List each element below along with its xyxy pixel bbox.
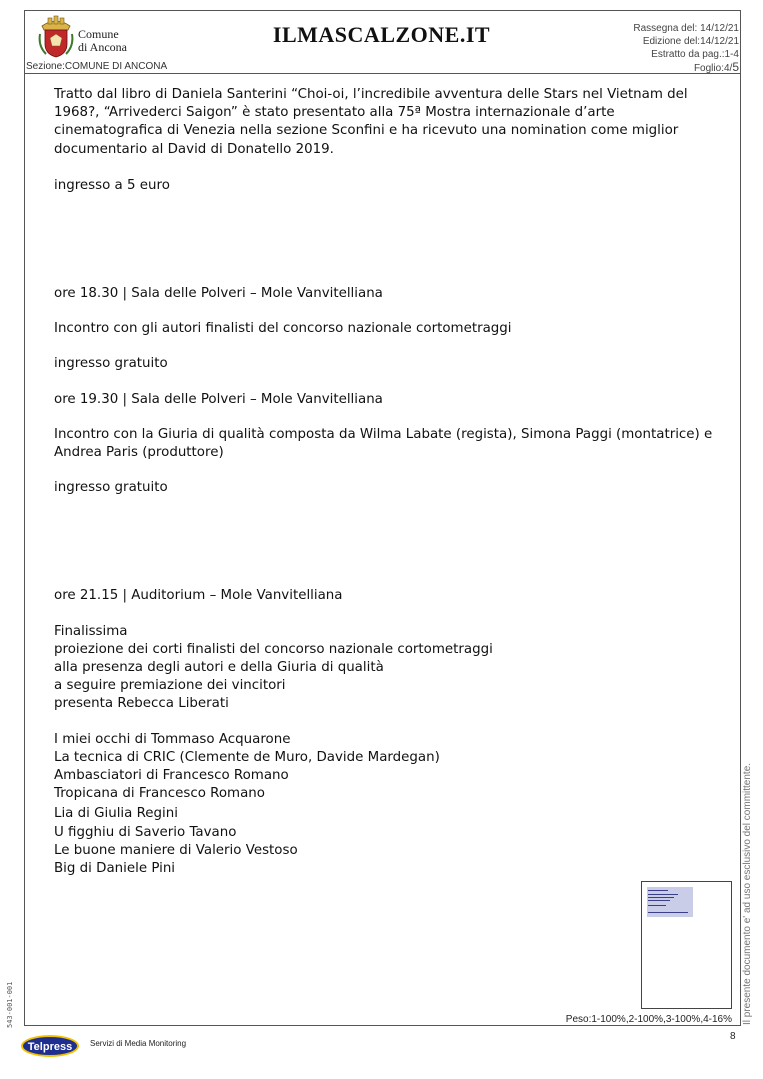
event2-description: Incontro con la Giuria di qualità composta da Wilma Labate (regista), Simona Paggi (montatrice) e Andrea Paris (produttore) (54, 426, 713, 461)
section-label: Sezione:COMUNE DI ANCONA (26, 61, 168, 72)
film-item: Le buone maniere di Valerio Vestoso (54, 842, 298, 858)
telpress-logo-text: Telpress (27, 1041, 73, 1053)
film-item: Ambasciatori di Francesco Romano (54, 768, 289, 784)
rassegna-date: Rassegna del: 14/12/21 (633, 23, 739, 34)
event1-description: Incontro con gli autori finalisti del concorso nazionale cortometraggi (54, 321, 512, 337)
film-item: La tecnica di CRIC (Clemente de Muro, Davide Mardegan) (54, 749, 440, 765)
press-meta (633, 22, 739, 75)
event1-time: ore 18.30 | Sala delle Polveri – Mole Vanvitelliana (54, 286, 383, 302)
thumbnail-line (648, 905, 666, 906)
thumbnail-line (648, 894, 678, 895)
footer-service-label: Servizi di Media Monitoring (90, 1039, 187, 1048)
film-list-a (54, 731, 724, 804)
thumbnail-line (648, 890, 668, 891)
event3-time: ore 21.15 | Auditorium – Mole Vanvitelliana (54, 588, 343, 604)
thumbnail-line (648, 912, 688, 913)
event1-entry: ingresso gratuito (54, 356, 168, 372)
telpress-logo-icon (20, 1032, 80, 1058)
price-note: ingresso a 5 euro (54, 177, 170, 193)
article-body (54, 86, 724, 878)
film-item: Big di Daniele Pini (54, 861, 176, 877)
event3-line: Finalissima (54, 623, 128, 639)
event3-line: a seguire premiazione dei vincitori (54, 678, 286, 694)
event2-entry: ingresso gratuito (54, 480, 168, 496)
foglio-count (633, 61, 739, 75)
estratto-pages: Estratto da pag.:1-4 (651, 49, 739, 60)
foglio-prefix: Foglio:4/ (693, 63, 733, 74)
film-item: Lia di Giulia Regini (54, 806, 178, 822)
film-list-b (54, 805, 724, 878)
peso-label: Peso:1-100%,2-100%,3-100%,4-16% (565, 1014, 732, 1025)
event2-time: ore 19.30 | Sala delle Polveri – Mole Vanvitelliana (54, 391, 383, 407)
event3-line: alla presenza degli autori e della Giuria di qualità (54, 660, 384, 676)
film-item: I miei occhi di Tommaso Acquarone (54, 731, 291, 747)
event3-line: proiezione dei corti finalisti del concorso nazionale cortometraggi (54, 641, 493, 657)
foglio-total: 5 (732, 60, 739, 74)
thumbnail-line (648, 900, 670, 901)
masthead-title: ILMASCALZONE.IT (272, 22, 491, 47)
event3-line: presenta Rebecca Liberati (54, 696, 229, 712)
disclaimer-text: Il presente documento e' ad uso esclusivo del committente. (742, 762, 753, 1025)
comune-name-line1: Comune (78, 27, 119, 41)
thumbnail-line (648, 897, 674, 898)
page-number: 8 (730, 1031, 736, 1042)
page-thumbnail (641, 881, 732, 1009)
article-intro: Tratto dal libro di Daniela Santerini “Choi-oi, l’incredibile avventura delle Stars nel Vietnam del 1968?, “Arrivederci Saigon” è stato presentato alla 75ª Mostra internazionale d’arte cinematografica di Venezia nella sezione Sconfini e ha ricevuto una nomination come miglior documentario al David di Donatello 2019. (54, 87, 688, 157)
film-item: Tropicana di Francesco Romano (54, 786, 265, 802)
document-code: 543-001-001 (6, 981, 14, 1028)
event3-details (54, 623, 724, 714)
comune-name-line2: di Ancona (78, 40, 127, 54)
edizione-date: Edizione del:14/12/21 (642, 36, 739, 47)
film-item: U figghiu di Saverio Tavano (54, 824, 237, 840)
